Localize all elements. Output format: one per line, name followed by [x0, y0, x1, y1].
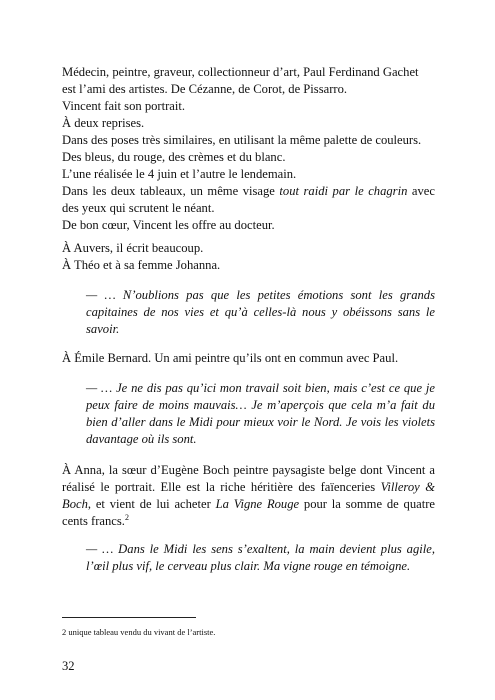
text-line: L’une réalisée le 4 juin et l’autre le lendemain. [62, 167, 297, 181]
text-line: Vincent fait son portrait. [62, 99, 186, 113]
footnote-divider [62, 617, 196, 618]
text-line: Médecin, peintre, graveur, collectionneur d’art, Paul Ferdinand Gachet [62, 65, 419, 79]
italic-brand: Villeroy & Boch [62, 480, 435, 511]
paragraph-gachet [62, 64, 435, 234]
text-line: De bon cœur, Vincent les offre au docteur. [62, 218, 275, 232]
text-line: Dans des poses très similaires, en utilisant la même palette de couleurs. [62, 133, 422, 147]
text-line: À deux reprises. [62, 116, 145, 130]
quote-anna: — … Dans le Midi les sens s’exaltent, la main devient plus agile, l’œil plus vif, le cerveau plus clair. Ma vigne rouge en témoigne. [86, 542, 435, 573]
paragraph-auvers [62, 240, 435, 274]
text-line: est l’ami des artistes. De Cézanne, de Corot, de Pissarro. [62, 82, 348, 96]
italic-painting-title: La Vigne Rouge [215, 497, 300, 511]
text-line: Des bleus, du rouge, des crèmes et du blanc. [62, 150, 286, 164]
quote-bernard: — … Je ne dis pas qu’ici mon travail soit bien, mais c’est ce que je peux faire de moins mauvais… Je m’aperçois que cela m’a fait du bien d’aller dans le Midi pour mieux voir le Nord. Je vois les violets davantage où ils sont. [86, 381, 435, 446]
text-span: pour la somme de quatre cents francs. [62, 497, 435, 528]
text-line: À Émile Bernard. Un ami peintre qu’ils ont en commun avec Paul. [62, 351, 399, 365]
text-span: Dans les deux tableaux, un même visage [62, 184, 280, 198]
text-line-with-italic [62, 183, 435, 217]
text-span: avec des yeux qui scrutent le néant. [62, 184, 435, 215]
text-span: , et vient de lui acheter [87, 497, 216, 511]
text-line: À Auvers, il écrit beaucoup. [62, 241, 204, 255]
text-paragraph [62, 462, 435, 530]
footnote-reference[interactable]: 2 [124, 512, 129, 522]
page-number: 32 [62, 659, 75, 673]
paragraph-bernard [62, 350, 435, 367]
quote-theo: — … N’oublions pas que les petites émotions sont les grands capitaines de nos vies et qu’à celles-là nous y obéissons sans le savoir. [86, 288, 435, 336]
paragraph-anna [62, 462, 435, 530]
text-span: À Anna, la sœur d’Eugène Boch peintre paysagiste belge dont Vincent a réalisé le portrait. Elle est la riche héritière des faïenceries [62, 463, 435, 494]
footnote: 2 unique tableau vendu du vivant de l’artiste. [62, 627, 216, 637]
italic-phrase: tout raidi par le chagrin [279, 184, 408, 198]
text-line: À Théo et à sa femme Johanna. [62, 258, 221, 272]
